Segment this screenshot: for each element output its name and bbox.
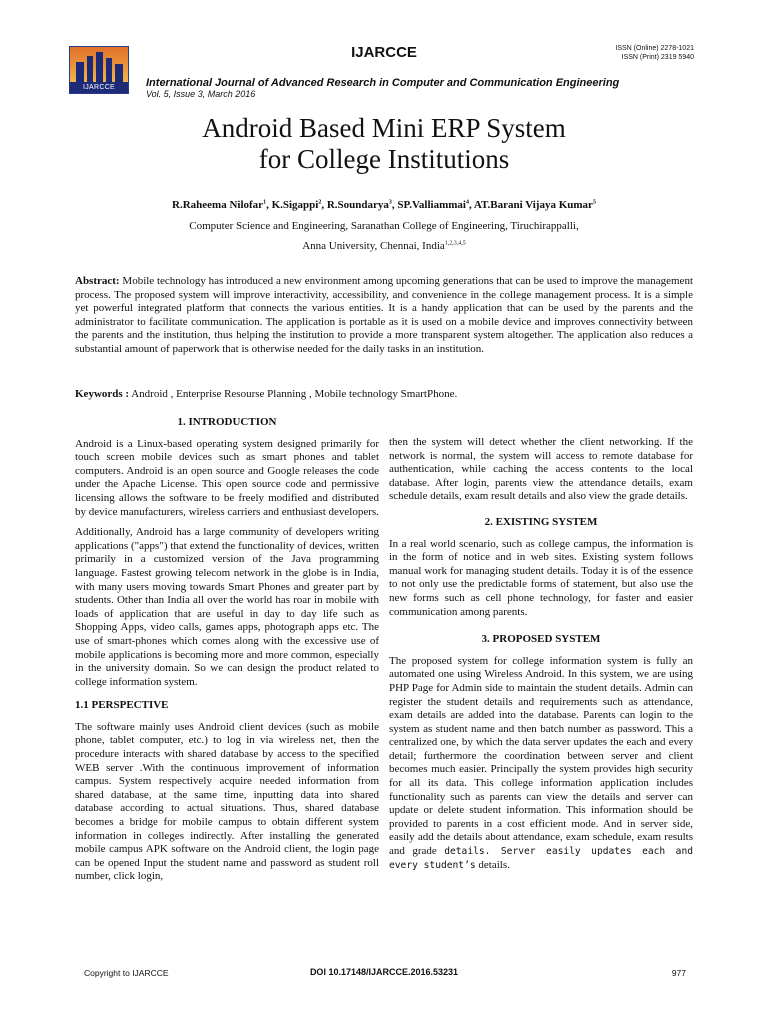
right-column: [389, 436, 693, 879]
abstract-label: Abstract:: [75, 275, 120, 287]
abstract: [75, 275, 693, 357]
introduction-paragraph-1: Android is a Linux-based operating system designed primarily for touch screen mobile devices such as smart phones and tablet computers. Android is an open source and Google releases the code under the Apache License. This open source code and permissive licensing allows the software to be freely modified and distributed by device manufacturers, wireless carriers and enthusiast developers.: [75, 437, 379, 518]
perspective-paragraph: The software mainly uses Android client devices (such as mobile phone, tablet computer, etc.) to log in via wireless net, then the procedure interacts with shared database by access to the specified WEB server .With the continuous improvement of information campus. System respectively acquire needed information from shared database, at the same time, inputting data into shared database according to actual situations. Thus, shared database becomes a bridge for mobile campus to obtain different system information in colleges indirectly. After installing the generated mobile campus APK software on the Android client, the login page can be opened Input the student name and password as student roll number, click login,: [75, 720, 379, 883]
proposed-system-text: The proposed system for college information system is fully an automated one using Wireless Android. In this system, we are using PHP Page for Admin side to maintain the student details. Admin can register the student details and requirements such as attendance, exam details are added into the database. Parents can login to the system as student name and then batch number as password. This a centralized one, by which the data server updates the each and every detail; furthermore the coordination between server and client becomes much easier. Principally the system provides high security for all its data. This college information application includes functionality such as parents can view the details and server can update or delete student information. This information should be provided to parents in a cost efficient mode. And in server side, easily add the details about attendance, exam schedule, exam results and grade: [389, 654, 693, 858]
author-name: SP.Valliammai: [397, 199, 466, 211]
left-column: [75, 416, 379, 891]
author-separator: ,: [266, 199, 272, 211]
affiliation-superscript: 1,2,3,4,5: [444, 240, 466, 247]
affiliation-text: Anna University, Chennai, India: [302, 240, 445, 252]
issn-online: ISSN (Online) 2278-1021: [615, 45, 694, 52]
section-heading-proposed-system: 3. PROPOSED SYSTEM: [481, 633, 601, 646]
abstract-text: Mobile technology has introduced a new environment among upcoming generations that can be used to improve the management process. The proposed system will improve interactivity, accessibility, and convenience in the college management process. It is a simple yet powerful integrated platform that connects the various entities. It is a handy application that can be used by the parents and the administrator to facilitate communication. The application is portable as it is used on a mobile device and improves connectivity between the parents and the institution, thus helping the institution to provide a more transparent system altogether. The application also reduces a substantial amount of paperwork that is otherwise needed for the daily tasks in an institution.: [75, 275, 693, 355]
author-name: K.Sigappi: [271, 199, 319, 211]
title-line-1: Android Based Mini ERP System: [202, 113, 566, 143]
title-line-2: for College Institutions: [258, 144, 510, 174]
author-superscript: 1: [263, 199, 267, 206]
affiliation-line-1: Computer Science and Engineering, Saranathan College of Engineering, Tiruchirappalli,: [189, 220, 579, 232]
keywords: [75, 388, 693, 400]
author-superscript: 5: [592, 199, 596, 206]
author-list: [0, 199, 768, 211]
author-superscript: 2: [318, 199, 322, 206]
proposed-system-paragraph: [389, 655, 693, 873]
volume-issue: Vol. 5, Issue 3, March 2016: [146, 89, 256, 99]
section-heading-introduction: 1. INTRODUCTION: [177, 416, 277, 428]
author-superscript: 4: [465, 199, 469, 206]
author-name: AT.Barani Vijaya Kumar: [473, 199, 593, 211]
proposed-system-end: details.: [478, 858, 510, 871]
author-separator: ,: [468, 199, 474, 211]
author-separator: ,: [321, 199, 327, 211]
logo-text: IJARCCE: [70, 82, 128, 93]
introduction-paragraph-2: Additionally, Android has a large community of developers writing applications ("apps") that extend the functionality of devices, written primarily in a customized version of the Java programming language. Fastest growing telecom network in the globe is in India, with many users moving towards Smart Phones and greater part by students. Other than India all over the world has roar in mobile with loads of application that are useful in day to day life such as Shopping Apps, video calls, games apps, photograph apps etc. The use of smart-phones which comes along with the excessive use of mobile applications is becoming more and more common, especially in the university domain. So we can design the product related to college information system.: [75, 526, 379, 688]
issn-print: ISSN (Print) 2319 5940: [621, 54, 694, 61]
author-name: R.Raheema Nilofar: [172, 199, 264, 211]
author-superscript: 3: [388, 199, 392, 206]
footer-doi: DOI 10.17148/IJARCCE.2016.53231: [309, 967, 459, 977]
existing-system-paragraph: In a real world scenario, such as college campus, the information is in the form of notice and in web sites. Existing system follows manual work for managing student details. Today it is of the essence to not only use the predictable forms of statement, but also use the new forms such as cell phone technology, for faster and easier communication among parents.: [389, 537, 693, 618]
author-separator: ,: [391, 199, 398, 211]
author-name: R.Soundarya: [326, 199, 389, 211]
footer-copyright: Copyright to IJARCCE: [84, 968, 169, 978]
perspective-continued-paragraph: then the system will detect whether the client networking. If the network is normal, the system will access to remote database for authentication, while caching the access contents to the local database. After login, parents view the attendance details, exam schedule details, exam result details and also view the grade details.: [389, 436, 693, 503]
affiliation-line-2: [0, 240, 768, 252]
journal-abbreviation: IJARCCE: [351, 44, 417, 61]
page-number: 977: [671, 968, 686, 978]
keywords-label: Keywords :: [75, 388, 130, 400]
section-heading-existing-system: 2. EXISTING SYSTEM: [484, 515, 598, 528]
journal-full-name: International Journal of Advanced Research in Computer and Communication Engineering: [146, 77, 620, 89]
proposed-system-mono-text: details. Server easily updates each and every student’s: [389, 846, 693, 871]
section-heading-perspective: 1.1 PERSPECTIVE: [75, 699, 169, 712]
issn-block: [615, 44, 694, 62]
keywords-text: Android , Enterprise Resourse Planning , Mobile technology SmartPhone.: [129, 388, 458, 400]
paper-title: [0, 113, 768, 175]
